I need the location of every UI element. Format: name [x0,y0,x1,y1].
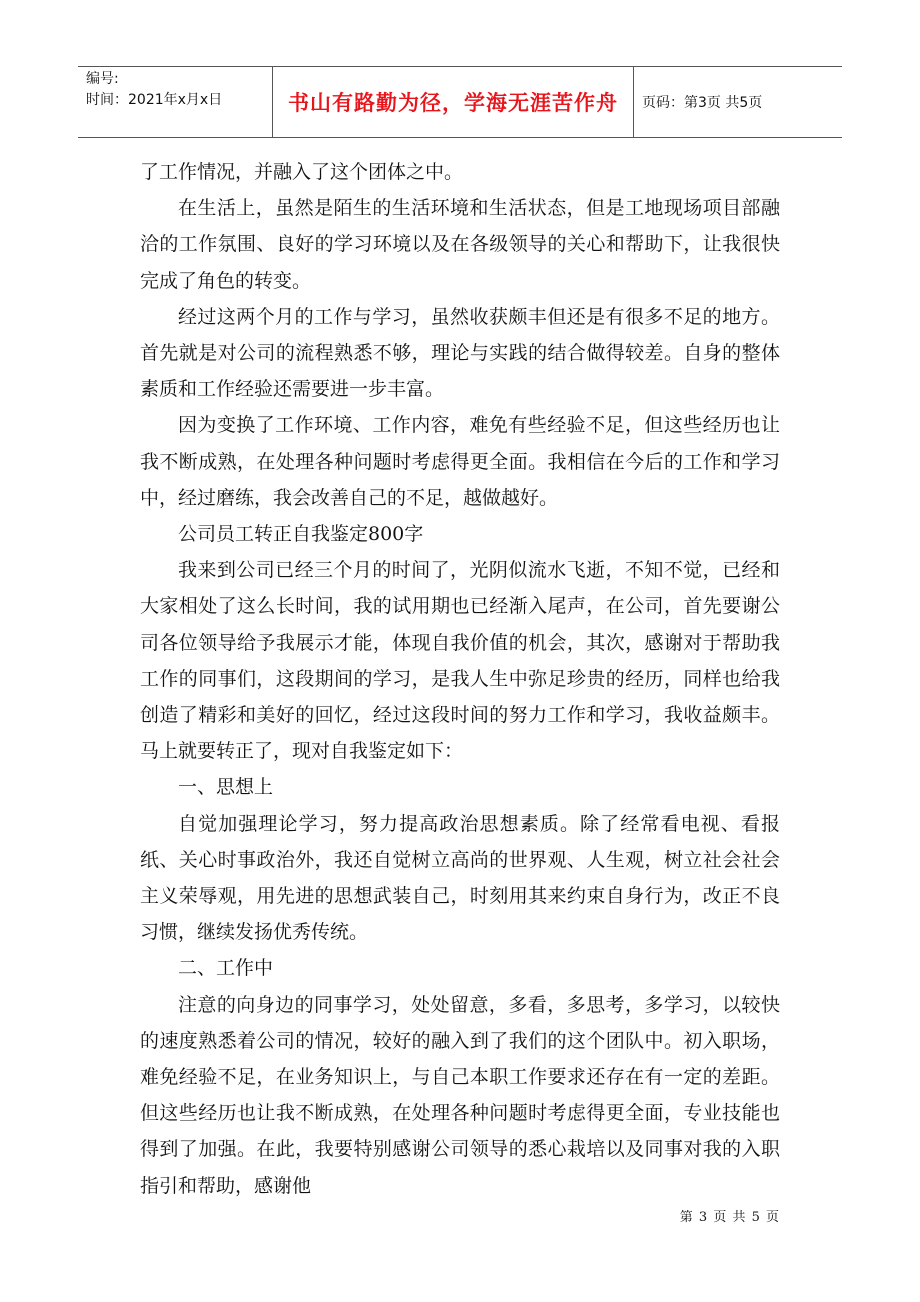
document-body [140,154,780,1204]
page-header [78,66,842,138]
paragraph: 因为变换了工作环境、工作内容，难免有些经验不足，但这些经历也让我不断成熟，在处理各种问题时考虑得更全面。我相信在今后的工作和学习中，经过磨练，我会改善自己的不足，越做越好。 [140,414,780,509]
page-footer: 第 3 页 共 5 页 [679,1210,780,1225]
paragraph: 了工作情况，并融入了这个团体之中。 [140,161,464,183]
paragraph: 注意的向身边的同事学习，处处留意，多看，多思考，多学习，以较快的速度熟悉着公司的情况，较好的融入到了我们的这个团队中。初入职场，难免经验不足，在业务知识上，与自己本职工作要求还存在有一定的差距。但这些经历也让我不断成熟，在处理各种问题时考虑得更全面，专业技能也得到了加强。在此，我要特别感谢公司领导的悉心栽培以及同事对我的入职指引和帮助，感谢他 [140,993,780,1197]
paragraph: 经过这两个月的工作与学习，虽然收获颇丰但还是有很多不足的地方。首先就是对公司的流程熟悉不够，理论与实践的结合做得较差。自身的整体素质和工作经验还需要进一步丰富。 [140,305,780,401]
paragraph: 二、工作中 [178,957,274,980]
header-motto: 书山有路勤为径，学海无涯苦作舟 [272,67,634,137]
paragraph: 我来到公司已经三个月的时间了，光阴似流水飞逝，不知不觉，已经和大家相处了这么长时间，我的试用期也已经渐入尾声，在公司，首先要谢公司各位领导给予我展示才能，体现自我价值的机会，其次，感谢对于帮助我工作的同事们，这段期间的学习，是我人生中弥足珍贵的经历，同样也给我创造了精彩和美好的回忆，经过这段时间的努力工作和学习，我收益颇丰。马上就要转正了，现对自我鉴定如下： [140,559,780,763]
code-label: 编号: [86,71,119,87]
paragraph: 在生活上，虽然是陌生的生活环境和生活状态，但是工地现场项目部融洽的工作氛围、良好的学习环境以及在各级领导的关心和帮助下，让我很快完成了角色的转变。 [140,197,780,292]
paragraph: 一、思想上 [178,776,274,799]
header-page-info: 页码：第3页 共5页 [642,95,763,111]
header-meta [78,67,272,137]
paragraph: 公司员工转正自我鉴定800字 [178,523,424,546]
date-label: 时间：2021年x月x日 [86,92,223,108]
paragraph: 自觉加强理论学习，努力提高政治思想素质。除了经常看电视、看报纸、关心时事政治外，我还自觉树立高尚的世界观、人生观，树立社会社会主义荣辱观，用先进的思想武装自己，时刻用其来约束自身行为，改正不良习惯，继续发扬优秀传统。 [140,812,780,944]
